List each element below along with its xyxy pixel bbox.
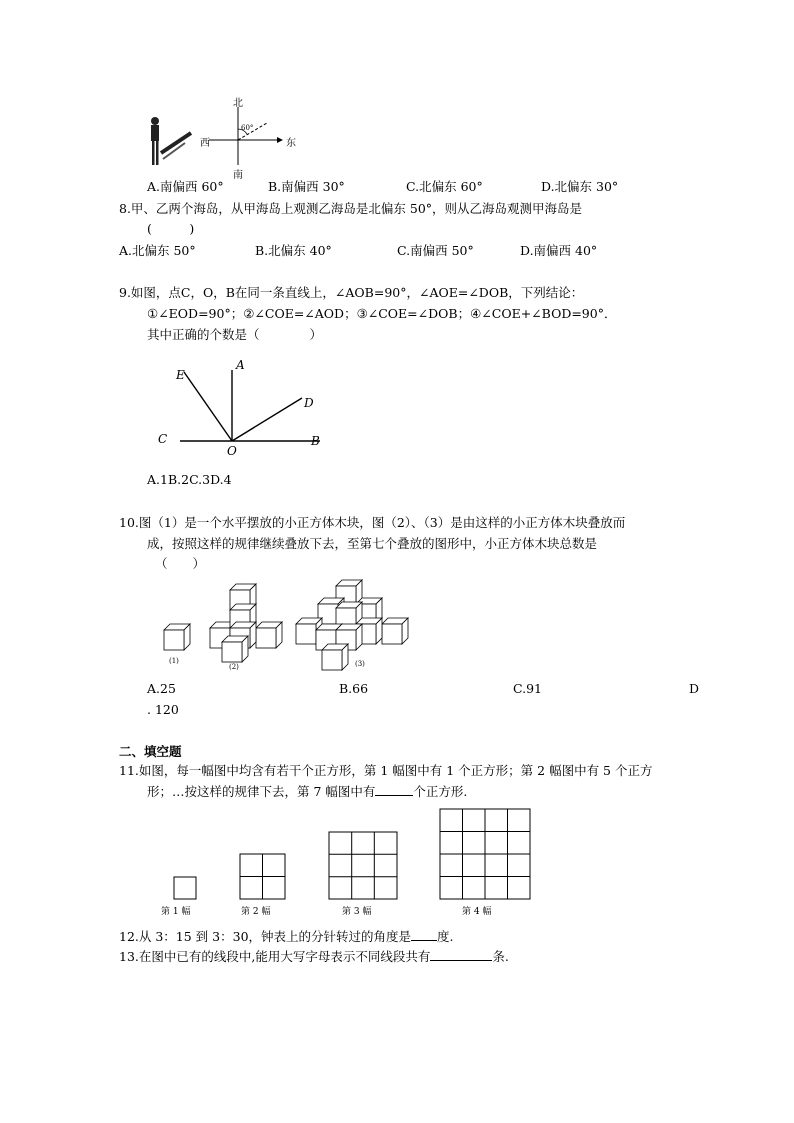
- q8-option-d: D.南偏西 40°: [520, 243, 598, 258]
- compass-north-label: 北: [233, 98, 243, 109]
- q10-option-d-value: . 120: [147, 702, 179, 717]
- q7-option-c: C.北偏东 60°: [406, 179, 483, 194]
- q8-stem: 8.甲、乙两个海岛，从甲海岛上观测乙海岛是北偏东 50°，则从乙海岛观测甲海岛是: [119, 201, 583, 216]
- q10-option-c: C.91: [513, 681, 542, 696]
- q13-text: 13.在图中已有的线段中,能用大写字母表示不同线段共有: [119, 949, 431, 964]
- compass-angle-label: 60°: [241, 124, 254, 132]
- q8-option-c: C.南偏西 50°: [397, 243, 474, 258]
- q12-line: [119, 928, 454, 946]
- q11-answer-blank[interactable]: [375, 795, 413, 796]
- q10-stem-line2: 成，按照这样的规律继续叠放下去，至第七个叠放的图形中，小正方体木块总数是: [147, 536, 598, 551]
- q7-option-a: A.南偏西 60°: [147, 179, 224, 194]
- q12-tail: 度.: [437, 929, 454, 944]
- point-a-label: A: [236, 358, 245, 372]
- q13-tail: 条.: [492, 949, 509, 964]
- q11-stem-line2-text: 形；…按这样的规律下去，第 7 幅图中有: [147, 784, 376, 799]
- compass-east-label: 东: [286, 138, 296, 149]
- grid-fig-label-4: 第 4 幅: [462, 907, 492, 917]
- point-b-label: B: [311, 434, 320, 448]
- point-c-label: C: [158, 432, 168, 446]
- q10-option-a: A.25: [147, 681, 176, 696]
- q10-stem-line1: 10.图（1）是一个水平摆放的小正方体木块，图（2）、（3）是由这样的小正方体木块叠放而: [119, 515, 626, 530]
- compass-diagram: [195, 95, 295, 185]
- q12-text: 12.从 3：15 到 3：30，钟表上的分针转过的角度是: [119, 929, 412, 944]
- q8-option-a: A.北偏东 50°: [119, 243, 196, 258]
- cube-fig-label-1: (1): [169, 657, 179, 665]
- q7-option-b: B.南偏西 30°: [268, 179, 345, 194]
- compass-south-label: 南: [233, 170, 243, 181]
- q9-ask: 其中正确的个数是（ ）: [147, 327, 323, 342]
- q8-paren: ( ): [147, 221, 195, 236]
- cube-fig-label-2: (2): [229, 663, 239, 671]
- q9-conclusions: ①∠EOD=90°；②∠COE=∠AOD；③∠COE=∠DOB；④∠COE+∠BOD=90°．: [147, 306, 617, 321]
- q13-answer-blank[interactable]: [430, 960, 492, 961]
- q10-option-d-letter: D: [689, 681, 700, 696]
- grid-fig-label-3: 第 3 幅: [342, 907, 372, 917]
- cube-stack-figures: [160, 578, 430, 678]
- q7-option-d: D.北偏东 30°: [541, 179, 619, 194]
- q13-line: [119, 948, 509, 966]
- q12-answer-blank[interactable]: [411, 940, 437, 941]
- q10-option-b: B.66: [339, 681, 369, 696]
- point-o-label: O: [227, 444, 237, 458]
- point-d-label: D: [304, 396, 314, 410]
- q9-options: A.1B.2C.3D.4: [147, 472, 232, 487]
- cube-fig-label-3: (3): [355, 660, 365, 668]
- grid-fig-label-1: 第 1 幅: [161, 907, 191, 917]
- q9-stem: 9.如图，点C，O，B在同一条直线上，∠AOB=90°，∠AOE=∠DOB，下列结论：: [119, 285, 584, 300]
- grid-fig-label-2: 第 2 幅: [241, 907, 271, 917]
- q8-option-b: B.北偏东 40°: [255, 243, 332, 258]
- compass-west-label: 西: [200, 138, 210, 149]
- q11-stem-line2: [147, 783, 467, 801]
- point-e-label: E: [176, 368, 185, 382]
- q11-stem-line1: 11.如图，每一幅图中均含有若干个正方形，第 1 幅图中有 1 个正方形；第 2 幅图中有 5 个正方: [119, 763, 653, 778]
- square-grids: [170, 808, 550, 903]
- q11-stem-line2-tail: 个正方形.: [413, 784, 468, 799]
- q10-paren: （ ）: [155, 556, 206, 571]
- section-title: 二、填空题: [119, 744, 182, 759]
